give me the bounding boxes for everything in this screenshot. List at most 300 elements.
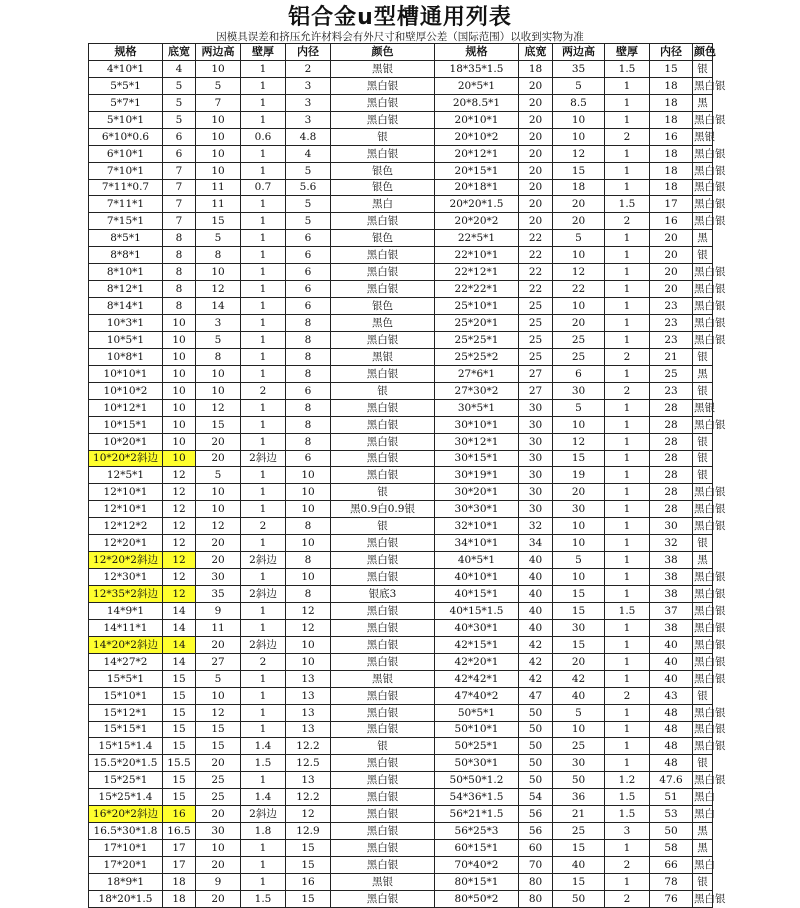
table-cell: 10: [196, 840, 241, 857]
table-cell: 10: [163, 399, 196, 416]
table-cell: 15: [196, 416, 241, 433]
header-cell: 壁厚: [241, 44, 286, 61]
table-cell: 20*12*1: [435, 145, 519, 162]
table-cell: 11: [196, 179, 241, 196]
table-cell: 40: [519, 602, 553, 619]
table-cell: 54*36*1.5: [435, 789, 519, 806]
table-cell: 38: [650, 586, 693, 603]
table-cell: 8: [163, 298, 196, 315]
table-cell: 1: [241, 348, 286, 365]
table-cell: 黑白银: [693, 298, 713, 315]
table-cell: 15: [553, 873, 605, 890]
table-cell: 16: [650, 213, 693, 230]
table-cell: 22: [553, 281, 605, 298]
table-cell: 20: [196, 636, 241, 653]
table-cell: 黑白银: [693, 670, 713, 687]
table-cell: 34: [519, 535, 553, 552]
table-cell: 黑白银: [693, 602, 713, 619]
table-cell: 42*15*1: [435, 636, 519, 653]
table-cell: 50: [519, 755, 553, 772]
table-cell: 42: [553, 670, 605, 687]
table-cell: 11: [196, 619, 241, 636]
table-cell: 3: [286, 111, 331, 128]
table-cell: 1: [241, 365, 286, 382]
header-cell: 颜色: [331, 44, 435, 61]
table-cell: 56*25*3: [435, 823, 519, 840]
table-cell: 21: [553, 806, 605, 823]
table-row: [89, 653, 713, 670]
table-cell: 17*20*1: [89, 857, 163, 874]
table-cell: 10: [286, 636, 331, 653]
table-cell: 黑白银: [331, 619, 435, 636]
table-row: [89, 179, 713, 196]
table-cell: 20: [553, 484, 605, 501]
table-cell: 28: [650, 467, 693, 484]
table-cell: 1: [241, 433, 286, 450]
table-cell: 2斜边: [241, 552, 286, 569]
table-cell: 40: [519, 569, 553, 586]
table-cell: 黑白银: [331, 552, 435, 569]
table-cell: 23: [650, 298, 693, 315]
table-cell: 黑白银: [331, 772, 435, 789]
table-cell: 5: [553, 399, 605, 416]
table-cell: 6*10*1: [89, 145, 163, 162]
table-cell: 15: [553, 450, 605, 467]
table-cell: 8: [286, 416, 331, 433]
table-cell: 20: [519, 179, 553, 196]
table-cell: 10: [553, 247, 605, 264]
table-cell: 14*20*2斜边: [89, 636, 163, 653]
table-cell: 10*20*2斜边: [89, 450, 163, 467]
table-cell: 1.8: [241, 823, 286, 840]
table-cell: 黑白银: [693, 416, 713, 433]
table-cell: 黑白银: [331, 569, 435, 586]
table-cell: 1: [241, 230, 286, 247]
table-cell: 20: [196, 450, 241, 467]
table-cell: 16.5: [163, 823, 196, 840]
table-cell: 15.5*20*1.5: [89, 755, 163, 772]
table-cell: 8: [286, 348, 331, 365]
table-cell: 1: [605, 365, 650, 382]
table-cell: 30: [519, 416, 553, 433]
table-cell: 50*50*1.2: [435, 772, 519, 789]
table-cell: 56: [519, 806, 553, 823]
table-cell: 10: [553, 721, 605, 738]
table-cell: 8.5: [553, 94, 605, 111]
table-cell: 10: [196, 111, 241, 128]
table-cell: 银: [693, 873, 713, 890]
table-cell: 2: [605, 382, 650, 399]
table-cell: 18: [650, 145, 693, 162]
table-cell: 14: [163, 636, 196, 653]
table-cell: 1: [605, 552, 650, 569]
table-cell: 42*42*1: [435, 670, 519, 687]
table-cell: 黑白银: [331, 264, 435, 281]
table-cell: 80*15*1: [435, 873, 519, 890]
table-cell: 黑: [693, 94, 713, 111]
table-cell: 黑白银: [331, 840, 435, 857]
table-cell: 20*10*1: [435, 111, 519, 128]
table-cell: 50: [519, 738, 553, 755]
table-cell: 1: [605, 467, 650, 484]
table-cell: 8: [286, 433, 331, 450]
table-cell: 18: [519, 60, 553, 77]
table-cell: 15*25*1: [89, 772, 163, 789]
table-cell: 10*3*1: [89, 315, 163, 332]
table-cell: 黑白银: [693, 264, 713, 281]
table-cell: 25: [196, 772, 241, 789]
table-cell: 黑白银: [693, 619, 713, 636]
table-cell: 7*10*1: [89, 162, 163, 179]
table-cell: 48: [650, 738, 693, 755]
table-cell: 28: [650, 484, 693, 501]
table-cell: 14*9*1: [89, 602, 163, 619]
table-cell: 8*12*1: [89, 281, 163, 298]
table-cell: 20: [196, 890, 241, 907]
table-cell: 53: [650, 806, 693, 823]
table-cell: 5: [553, 704, 605, 721]
table-cell: 13: [286, 687, 331, 704]
table-cell: 40: [553, 857, 605, 874]
table-cell: 20: [553, 196, 605, 213]
table-cell: 银色: [331, 179, 435, 196]
table-cell: 12*10*1: [89, 501, 163, 518]
table-cell: 12.2: [286, 738, 331, 755]
table-cell: 1: [241, 873, 286, 890]
table-cell: 黑银: [331, 60, 435, 77]
table-cell: 25: [519, 348, 553, 365]
header-cell: 两边高: [553, 44, 605, 61]
table-cell: 13: [286, 721, 331, 738]
table-cell: 6: [163, 145, 196, 162]
table-cell: 7: [196, 94, 241, 111]
table-cell: 15*15*1: [89, 721, 163, 738]
table-cell: 6: [163, 128, 196, 145]
table-cell: 7*15*1: [89, 213, 163, 230]
table-cell: 43: [650, 687, 693, 704]
table-cell: 25*20*1: [435, 315, 519, 332]
table-cell: 25: [519, 331, 553, 348]
table-cell: 5.6: [286, 179, 331, 196]
header-cell: 底宽: [163, 44, 196, 61]
table-cell: 银: [331, 128, 435, 145]
table-cell: 32: [519, 518, 553, 535]
table-cell: 18: [650, 94, 693, 111]
table-cell: 30: [553, 501, 605, 518]
table-cell: 40: [650, 670, 693, 687]
table-cell: 15: [553, 840, 605, 857]
table-cell: 1: [241, 281, 286, 298]
table-cell: 51: [650, 789, 693, 806]
table-cell: 42: [519, 636, 553, 653]
table-cell: 12.2: [286, 789, 331, 806]
table-cell: 40: [650, 653, 693, 670]
table-cell: 1: [241, 247, 286, 264]
table-cell: 2斜边: [241, 586, 286, 603]
table-cell: 20: [650, 247, 693, 264]
table-row: [89, 77, 713, 94]
table-cell: 10*5*1: [89, 331, 163, 348]
table-cell: 黑白银: [331, 365, 435, 382]
table-cell: 7*11*0.7: [89, 179, 163, 196]
table-cell: 13: [286, 670, 331, 687]
table-cell: 黑白银: [331, 636, 435, 653]
table-cell: 32*10*1: [435, 518, 519, 535]
table-cell: 30*5*1: [435, 399, 519, 416]
table-cell: 1: [605, 755, 650, 772]
table-cell: 18*35*1.5: [435, 60, 519, 77]
table-cell: 30*10*1: [435, 416, 519, 433]
table-row: [89, 806, 713, 823]
table-cell: 54: [519, 789, 553, 806]
table-cell: 黑白银: [331, 281, 435, 298]
table-cell: 12*30*1: [89, 569, 163, 586]
table-cell: 1.5: [241, 890, 286, 907]
table-cell: 50*30*1: [435, 755, 519, 772]
table-cell: 黑色: [331, 315, 435, 332]
table-cell: 黑白银: [331, 467, 435, 484]
table-cell: 15: [163, 721, 196, 738]
table-cell: 2: [605, 128, 650, 145]
table-cell: 1.5: [605, 60, 650, 77]
table-cell: 10*10*1: [89, 365, 163, 382]
table-cell: 10: [196, 145, 241, 162]
table-cell: 15: [163, 772, 196, 789]
table-cell: 18: [650, 162, 693, 179]
table-cell: 50: [519, 721, 553, 738]
table-cell: 1: [605, 670, 650, 687]
table-cell: 6: [286, 298, 331, 315]
table-cell: 10: [163, 365, 196, 382]
table-cell: 黑白银: [331, 806, 435, 823]
table-cell: 黑白银: [331, 213, 435, 230]
table-cell: 40: [519, 619, 553, 636]
table-cell: 7: [163, 196, 196, 213]
table-row: [89, 772, 713, 789]
table-cell: 黑白银: [693, 586, 713, 603]
table-cell: 银: [693, 450, 713, 467]
table-cell: 黑白银: [693, 653, 713, 670]
table-cell: 黑白银: [693, 315, 713, 332]
table-cell: 12: [286, 619, 331, 636]
table-cell: 48: [650, 704, 693, 721]
table-cell: 28: [650, 501, 693, 518]
table-cell: 30*30*1: [435, 501, 519, 518]
table-cell: 20*10*2: [435, 128, 519, 145]
table-cell: 银: [331, 518, 435, 535]
table-cell: 5: [196, 77, 241, 94]
table-cell: 28: [650, 416, 693, 433]
table-cell: 10: [196, 128, 241, 145]
table-row: [89, 501, 713, 518]
table-cell: 黑白银: [331, 535, 435, 552]
table-cell: 15: [553, 602, 605, 619]
table-cell: 1: [605, 331, 650, 348]
table-cell: 27: [196, 653, 241, 670]
table-cell: 黑白银: [693, 484, 713, 501]
table-cell: 8: [286, 552, 331, 569]
table-cell: 20*20*2: [435, 213, 519, 230]
table-cell: 58: [650, 840, 693, 857]
table-cell: 12*10*1: [89, 484, 163, 501]
table-row: [89, 721, 713, 738]
table-cell: 47.6: [650, 772, 693, 789]
table-cell: 18: [163, 890, 196, 907]
header-cell: 内径: [286, 44, 331, 61]
table-cell: 16: [286, 873, 331, 890]
table-cell: 18: [163, 873, 196, 890]
table-row: [89, 60, 713, 77]
table-cell: 12.5: [286, 755, 331, 772]
table-row: [89, 687, 713, 704]
table-cell: 4: [163, 60, 196, 77]
table-cell: 黑白银: [331, 857, 435, 874]
header-cell: 颜色: [693, 44, 713, 61]
table-cell: 4: [286, 145, 331, 162]
table-cell: 1: [605, 586, 650, 603]
table-cell: 1: [605, 399, 650, 416]
table-cell: 20: [519, 111, 553, 128]
table-cell: 1.4: [241, 789, 286, 806]
table-cell: 20: [196, 857, 241, 874]
table-cell: 3: [286, 77, 331, 94]
table-cell: 0.7: [241, 179, 286, 196]
table-row: [89, 857, 713, 874]
table-cell: 银: [693, 348, 713, 365]
table-cell: 32: [650, 535, 693, 552]
table-cell: 15*12*1: [89, 704, 163, 721]
table-cell: 12*35*2斜边: [89, 586, 163, 603]
table-cell: 5: [553, 552, 605, 569]
table-cell: 8: [286, 586, 331, 603]
table-cell: 10*10*2: [89, 382, 163, 399]
table-cell: 11: [196, 196, 241, 213]
table-row: [89, 399, 713, 416]
table-cell: 1: [605, 111, 650, 128]
table-cell: 25: [519, 298, 553, 315]
table-cell: 1: [241, 467, 286, 484]
table-cell: 15: [286, 890, 331, 907]
table-cell: 21: [650, 348, 693, 365]
table-cell: 20: [650, 264, 693, 281]
table-cell: 黑银: [693, 128, 713, 145]
table-cell: 5*10*1: [89, 111, 163, 128]
table-row: [89, 230, 713, 247]
table-cell: 1.5: [605, 602, 650, 619]
table-cell: 黑白银: [331, 789, 435, 806]
table-cell: 8*10*1: [89, 264, 163, 281]
table-cell: 5*7*1: [89, 94, 163, 111]
table-cell: 30: [519, 501, 553, 518]
table-row: [89, 873, 713, 890]
table-cell: 黑白: [693, 789, 713, 806]
table-cell: 50*10*1: [435, 721, 519, 738]
table-cell: 10: [286, 467, 331, 484]
table-cell: 2: [605, 857, 650, 874]
table-cell: 10*20*1: [89, 433, 163, 450]
table-cell: 10*15*1: [89, 416, 163, 433]
table-cell: 10: [163, 416, 196, 433]
table-cell: 22*12*1: [435, 264, 519, 281]
table-row: [89, 569, 713, 586]
table-cell: 48: [650, 721, 693, 738]
table-cell: 20: [519, 128, 553, 145]
page-title: 铝合金u型槽通用列表: [288, 5, 512, 30]
table-cell: 47: [519, 687, 553, 704]
table-cell: 12: [163, 535, 196, 552]
table-cell: 18: [650, 179, 693, 196]
table-cell: 8*8*1: [89, 247, 163, 264]
table-cell: 7: [163, 162, 196, 179]
table-cell: 黑白银: [331, 94, 435, 111]
table-cell: 18: [650, 111, 693, 128]
table-cell: 40*5*1: [435, 552, 519, 569]
table-cell: 黑白银: [331, 433, 435, 450]
table-cell: 5: [553, 230, 605, 247]
table-cell: 15: [196, 721, 241, 738]
header-cell: 规格: [89, 44, 163, 61]
table-cell: 黑白银: [693, 721, 713, 738]
table-cell: 1: [605, 247, 650, 264]
table-cell: 50: [519, 704, 553, 721]
table-cell: 1: [605, 721, 650, 738]
table-cell: 2: [605, 890, 650, 907]
table-cell: 12: [196, 518, 241, 535]
table-cell: 1: [605, 450, 650, 467]
table-row: [89, 518, 713, 535]
table-cell: 黑白银: [331, 111, 435, 128]
table-cell: 黑白银: [331, 247, 435, 264]
table-cell: 黑白银: [331, 416, 435, 433]
table-cell: 14*11*1: [89, 619, 163, 636]
table-cell: 1: [241, 619, 286, 636]
table-cell: 1: [241, 111, 286, 128]
table-cell: 黑白银: [331, 890, 435, 907]
table-cell: 42: [519, 653, 553, 670]
table-cell: 1: [241, 569, 286, 586]
table-cell: 黑白银: [693, 145, 713, 162]
table-cell: 22: [519, 247, 553, 264]
table-cell: 76: [650, 890, 693, 907]
table-cell: 1.5: [605, 806, 650, 823]
table-cell: 银: [693, 467, 713, 484]
table-cell: 6: [286, 382, 331, 399]
table-row: [89, 128, 713, 145]
table-cell: 银色: [331, 162, 435, 179]
table-row: [89, 840, 713, 857]
table-cell: 8: [286, 331, 331, 348]
table-cell: 8: [163, 264, 196, 281]
table-cell: 30*19*1: [435, 467, 519, 484]
table-cell: 15: [163, 670, 196, 687]
table-cell: 1.5: [605, 789, 650, 806]
table-row: [89, 704, 713, 721]
table-cell: 2: [241, 518, 286, 535]
table-row: [89, 586, 713, 603]
table-cell: 黑白银: [693, 213, 713, 230]
table-cell: 40: [519, 552, 553, 569]
table-cell: 35: [553, 60, 605, 77]
table-cell: 23: [650, 382, 693, 399]
table-cell: 5: [163, 77, 196, 94]
table-cell: 28: [650, 450, 693, 467]
table-cell: 1: [241, 704, 286, 721]
table-cell: 80*50*2: [435, 890, 519, 907]
table-cell: 1: [605, 145, 650, 162]
table-cell: 15*10*1: [89, 687, 163, 704]
table-cell: 23: [650, 315, 693, 332]
table-cell: 10: [553, 569, 605, 586]
